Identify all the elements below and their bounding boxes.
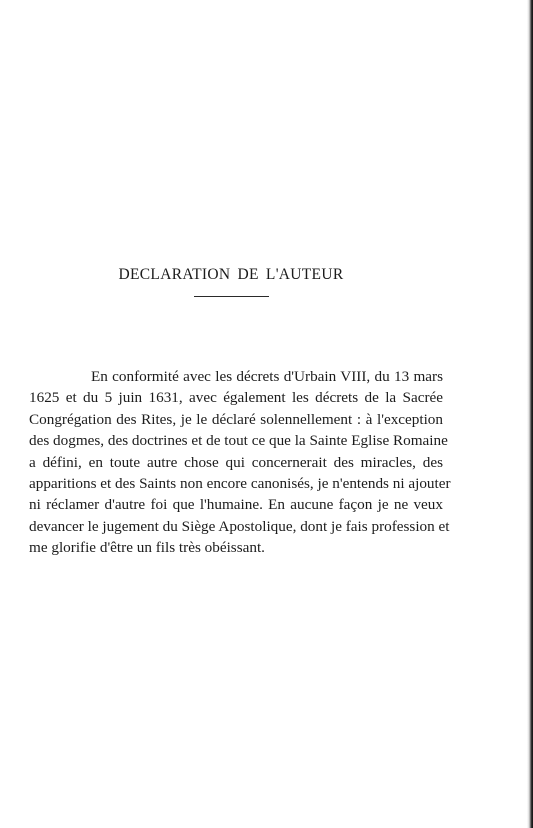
paragraph-line: En conformité avec les décrets d'Urbain VIII, du 13 mars: [91, 368, 443, 385]
scan-page-edge: [527, 0, 533, 828]
paragraph-line: 1625 et du 5 juin 1631, avec également les décrets de la Sacrée: [29, 389, 443, 407]
paragraph-line: devancer le jugement du Siège Apostolique, dont je fais profession et: [29, 517, 450, 535]
paragraph-line: me glorifie d'être un fils très obéissant.: [29, 539, 265, 557]
paragraph-line: des dogmes, des doctrines et de tout ce que la Sainte Eglise Romaine: [29, 432, 448, 450]
declaration-paragraph: [29, 366, 451, 559]
paragraph-line: apparitions et des Saints non encore canonisés, je n'entends ni ajouter: [29, 475, 451, 493]
paragraph-line: Congrégation des Rites, je le déclaré solennellement : à l'exception: [29, 410, 443, 428]
declaration-title: DECLARATION DE L'AUTEUR: [118, 266, 344, 283]
paragraph-line: a défini, en toute autre chose qui concernerait des miracles, des: [29, 453, 443, 471]
paragraph-line: ni réclamer d'autre foi que l'humaine. En aucune façon je ne veux: [29, 496, 443, 514]
title-underline-rule: [194, 296, 269, 297]
